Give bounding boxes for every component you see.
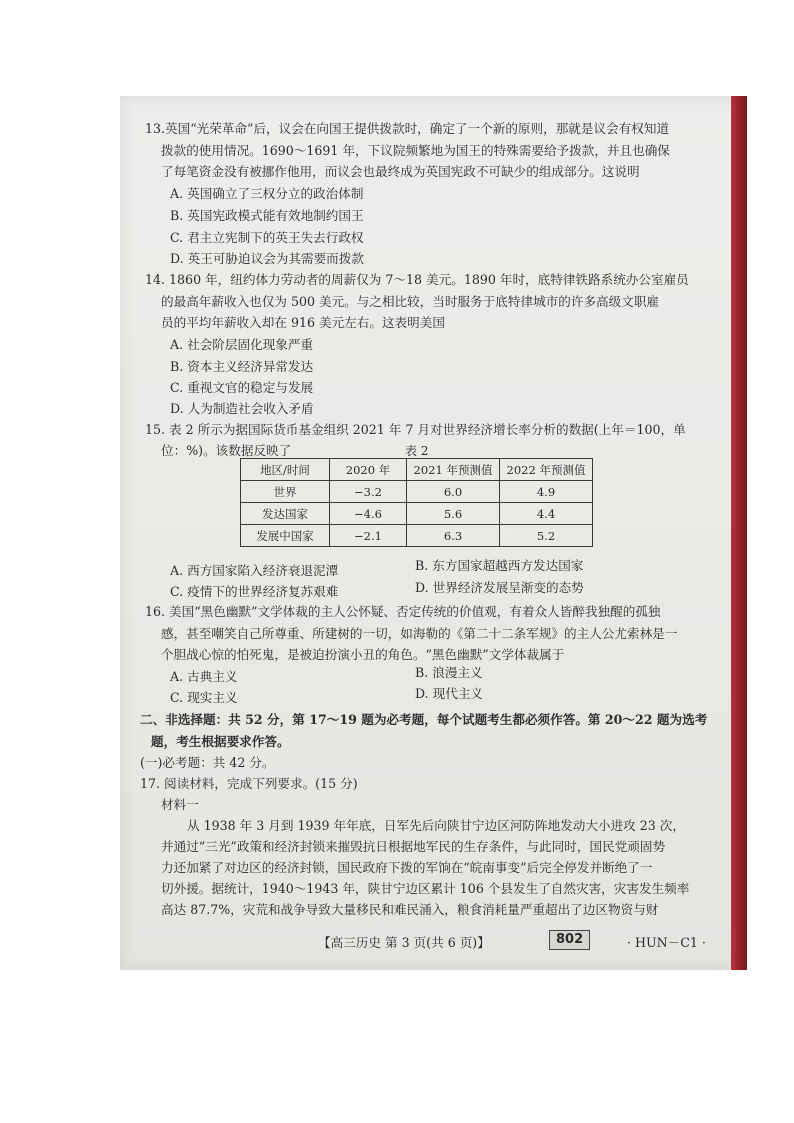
q14-option-b: B. 资本主义经济异常发达 — [170, 359, 314, 374]
table-cell: 发达国家 — [241, 503, 330, 525]
table-header-cell: 地区/时间 — [241, 459, 330, 481]
table-title: 表 2 — [405, 444, 429, 458]
material-paragraph-line: 从 1938 年 3 月到 1939 年年底，日军先后向陕甘宁边区河防阵地发动大小进攻 23 次， — [187, 818, 685, 833]
table-row — [241, 503, 593, 525]
q16-line1: 16. 美国“黑色幽默”文学体裁的主人公怀疑、否定传统的价值观，有着众人皆醉我独醒的孤独 — [145, 604, 661, 619]
q16-option-d: D. 现代主义 — [415, 686, 484, 701]
table-cell: 发展中国家 — [241, 525, 330, 547]
table-cell: 4.9 — [500, 481, 593, 503]
q14-option-d: D. 人为制造社会收入矛盾 — [170, 401, 314, 416]
q16-option-b: B. 浪漫主义 — [415, 665, 483, 680]
table-cell: −4.6 — [330, 503, 407, 525]
page-footer-title: 【高三历史 第 3 页(共 6 页)】 — [318, 935, 490, 950]
q15-option-a: A. 西方国家陷入经济衰退泥潭 — [170, 563, 339, 578]
table-row — [241, 525, 593, 547]
q13-option-c: C. 君主立宪制下的英王失去行政权 — [170, 230, 364, 245]
q14-option-c: C. 重视文官的稳定与发展 — [170, 380, 314, 395]
q16-line2: 感，甚至嘲笑自己所尊重、所建树的一切，如海勒的《第二十二条军规》的主人公尤索林是一 — [161, 626, 678, 641]
table-header-row — [241, 459, 593, 481]
q15-option-c: C. 疫情下的世界经济复苏艰难 — [170, 584, 339, 599]
q16-line3: 个胆战心惊的怕死鬼，是被迫扮演小丑的角色。“黑色幽默”文学体裁属于 — [161, 647, 565, 662]
section2-heading-cont: 题，考生根据要求作答。 — [151, 734, 290, 749]
table-cell: 5.6 — [407, 503, 500, 525]
table-cell: 4.4 — [500, 503, 593, 525]
table-cell: 6.0 — [407, 481, 500, 503]
table-cell: 6.3 — [407, 525, 500, 547]
table-cell: −2.1 — [330, 525, 407, 547]
table-header-cell: 2021 年预测值 — [407, 459, 500, 481]
q16-option-a: A. 古典主义 — [170, 669, 238, 684]
material-paragraph-line: 力还加紧了对边区的经济封锁，国民政府下拨的军饷在“皖南事变”后完全停发并断绝了一 — [161, 860, 653, 875]
growth-rate-table — [240, 458, 593, 547]
q14-line1: 14. 1860 年，纽约体力劳动者的周薪仅为 7～18 美元。1890 年时，底特律铁路系统办公室雇员 — [145, 272, 689, 287]
q13-line2: 拨款的使用情况。1690～1691 年，下议院频繁地为国王的特殊需要给予拨款，并且也确保 — [161, 143, 670, 158]
q16-option-c: C. 现实主义 — [170, 690, 238, 705]
q15-option-d: D. 世界经济发展呈渐变的态势 — [415, 580, 584, 595]
q17-heading: 17. 阅读材料，完成下列要求。(15 分) — [140, 776, 358, 791]
table-cell: −3.2 — [330, 481, 407, 503]
q14-line2: 的最高年薪收入也仅为 500 美元。与之相比较，当时服务于底特律城市的许多高级文职雇 — [161, 294, 660, 309]
q13-option-a: A. 英国确立了三权分立的政治体制 — [170, 186, 364, 201]
table-cell: 5.2 — [500, 525, 593, 547]
q15-line2: 位：%)。该数据反映了 — [161, 443, 292, 458]
material-paragraph-line: 高达 87.7%，灾荒和战争导致大量移民和难民涌入，粮食消耗量严重超出了边区物资与财 — [161, 902, 659, 917]
page-code-box: 802 — [549, 930, 590, 950]
q14-option-a: A. 社会阶层固化现象严重 — [170, 337, 314, 352]
paper-code: · HUN－C1 · — [627, 935, 706, 950]
table-cell: 世界 — [241, 481, 330, 503]
table-header-cell: 2022 年预测值 — [500, 459, 593, 481]
q14-line3: 员的平均年薪收入却在 916 美元左右。这表明美国 — [161, 315, 445, 330]
q13-option-b: B. 英国宪政模式能有效地制约国王 — [170, 208, 364, 223]
table-header-cell: 2020 年 — [330, 459, 407, 481]
material-paragraph-line: 并通过“三光”政策和经济封锁来摧毁抗日根据地军民的生存条件，与此同时，国民党顽固势 — [161, 839, 666, 854]
q13-option-d: D. 英王可胁迫议会为其需要而拨款 — [170, 251, 364, 266]
table-row — [241, 481, 593, 503]
section2-subheading: (一)必考题：共 42 分。 — [140, 755, 275, 770]
q15-option-b: B. 东方国家超越西方发达国家 — [415, 558, 584, 573]
material-paragraph-line: 切外援。据统计，1940～1943 年，陕甘宁边区累计 106 个县发生了自然灾害，灾害发生频率 — [161, 881, 690, 896]
q13-line3: 了每笔资金没有被挪作他用，而议会也最终成为英国宪政不可缺少的组成部分。这说明 — [161, 164, 640, 179]
section2-heading: 二、非选择题：共 52 分，第 17～19 题为必考题，每个试题考生都必须作答。第 20～22 题为选考 — [140, 712, 708, 727]
q15-line1: 15. 表 2 所示为据国际货币基金组织 2021 年 7 月对世界经济增长率分析的数据(上年＝100，单 — [145, 422, 686, 437]
q13-line1: 13.英国“光荣革命”后，议会在向国王提供拨款时，确定了一个新的原则，那就是议会有权知道 — [145, 121, 670, 136]
material-label: 材料一 — [161, 797, 199, 812]
red-page-edge — [731, 96, 747, 970]
